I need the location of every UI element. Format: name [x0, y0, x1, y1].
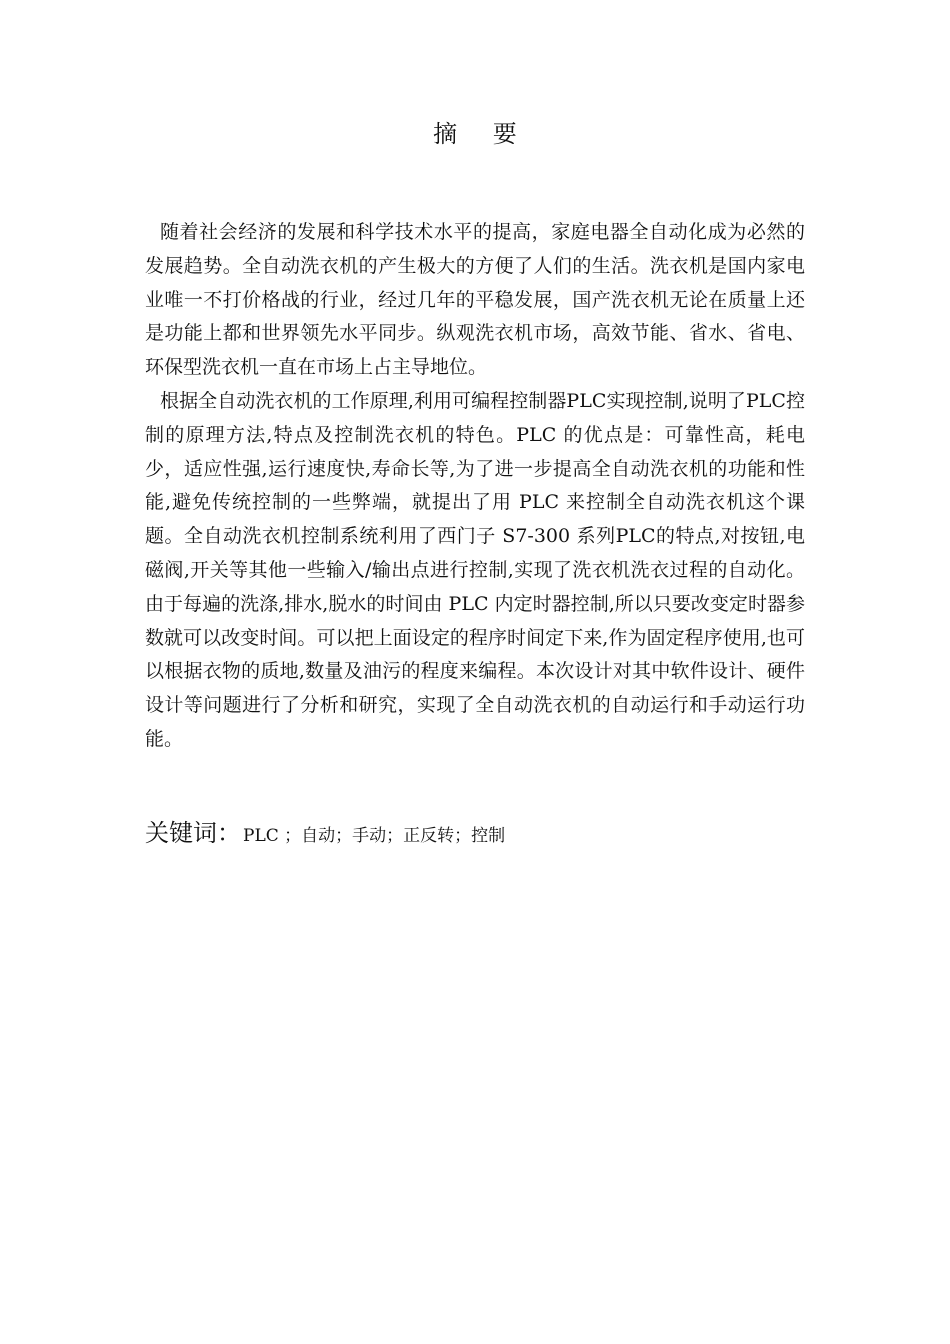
abstract-body	[145, 216, 805, 757]
abstract-title: 摘 要	[433, 120, 531, 148]
keywords-line	[145, 816, 805, 853]
abstract-paragraph-2: 根据全自动洗衣机的工作原理,利用可编程控制器PLC实现控制,说明了PLC控制的原理方法,特点及控制洗衣机的特色。PLC 的优点是：可靠性高，耗电少，适应性强,运行速度快,寿命长等,为了进一步提高全自动洗衣机的功能和性能,避免传统控制的一些弊端，就提出了用 PLC 来控制全自动洗衣机这个课题。全自动洗衣机控制系统利用了西门子 S7-300 系列PLC的特点,对按钮,电磁阀,开关等其他一些输入/输出点进行控制,实现了洗衣机洗衣过程的自动化。由于每遍的洗涤,排水,脱水的时间由 PLC 内定时器控制,所以只要改变定时器参数就可以改变时间。可以把上面设定的程序时间定下来,作为固定程序使用,也可以根据衣物的质地,数量及油污的程度来编程。本次设计对其中软件设计、硬件设计等问题进行了分析和研究，实现了全自动洗衣机的自动运行和手动运行功能。	[145, 389, 805, 750]
keywords-label: 关键词：	[145, 819, 241, 847]
abstract-paragraph-1: 随着社会经济的发展和科学技术水平的提高，家庭电器全自动化成为必然的发展趋势。全自动洗衣机的产生极大的方便了人们的生活。洗衣机是国内家电业唯一不打价格战的行业，经过几年的平稳发展，国产洗衣机无论在质量上还是功能上都和世界领先水平同步。纵观洗衣机市场，高效节能、省水、省电、环保型洗衣机一直在市场上占主导地位。	[145, 221, 805, 379]
keywords-list: PLC ；自动；手动；正反转；控制	[243, 826, 506, 846]
